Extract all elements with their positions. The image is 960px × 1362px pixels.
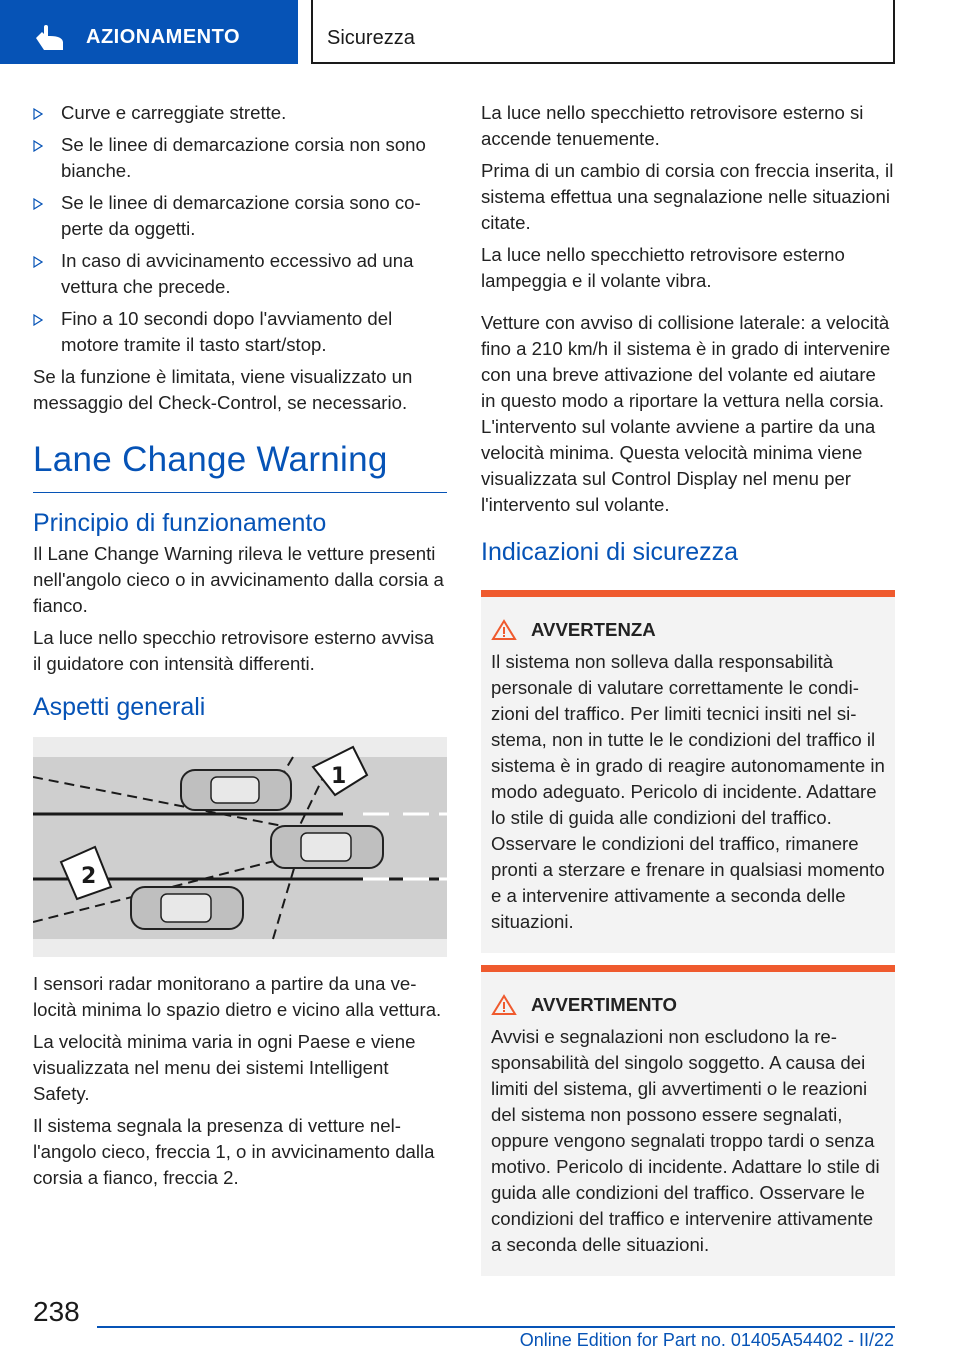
paragraph: I sensori radar monitorano a partire da una velocità minima lo spazio dietro e vicino alla vettura. [33,973,442,1020]
section-title: Sicurezza [327,27,415,49]
chapter-title: AZIONAMENTO [86,26,241,48]
warning-triangle-icon [491,619,517,641]
chapter-tab[interactable] [0,0,298,64]
warning-box [481,590,895,953]
lane-change-illustration [33,737,447,957]
right-column [481,100,895,1288]
paragraph: La velocità minima varia in ogni Paese e viene visualizzata nel menu dei sistemi Intelligent Safety. [33,1031,416,1104]
paragraph: La luce nello specchietto retrovisore esterno si accende tenuemente. [481,102,864,149]
list-item: Fino a 10 secondi dopo l'avviamento del motore tramite il tasto start/stop. [33,306,447,358]
caution-box [481,965,895,1276]
left-column [33,100,447,1197]
car-icon [271,826,383,868]
paragraph: La luce nello specchio retrovisore esterno avvisa il guidatore con intensità differenti. [33,627,435,674]
limitations-list [33,100,447,358]
paragraph: Se la funzione è limitata, viene visualizzato un messaggio del Check-Control, se necessario. [33,366,413,413]
warning-text: Il sistema non solleva dalla responsabilità personale di valutare correttamente le condizioni del traffico. Per limiti tecnici insiti nel sistema, non in tutte le le condizioni del traffico il sistema è in grado di reagire autonomamente in modo adeguato. Pericolo di incidente. Adattare lo stile di guida alle condizioni del traffico. Osservare le condizioni del traffico, rimanere pronti a sterzare e frenare in qualsiasi momento e a intervenire attivamente a seconda delle situazioni. [491,651,885,932]
warning-title: AVVERTENZA [491,617,885,643]
caution-title: AVVERTIMENTO [491,992,885,1018]
page-title: Lane Change Warning [33,438,447,493]
triangle-bullet-icon [33,108,43,120]
svg-text:2: 2 [81,864,97,889]
caution-text: Avvisi e segnalazioni non escludono la responsabilità del singolo soggetto. A causa dei limiti del sistema, gli avvertimenti o le reazioni del sistema non possono essere segnalati, oppure vengono segnalati troppo tardi o senza motivo. Pericolo di incidente. Adattare lo stile di guida alle condizioni del traffico. Osservare le condizioni del traffico e intervenire attivamente a seconda delle situazioni. [491,1026,880,1255]
paragraph: La luce nello specchietto retrovisore esterno lampeggia e il volante vibra. [481,244,845,291]
list-item: Se le linee di demarcazione corsia sono coperte da oggetti. [33,190,447,242]
list-item: Se le linee di demarcazione corsia non sono bianche. [33,132,447,184]
paragraph: Il Lane Change Warning rileva le vetture presenti nell'angolo cieco o in avvicinamento dalla corsia a fianco. [33,543,444,616]
triangle-bullet-icon [33,314,43,326]
steering-hand-icon [32,24,68,52]
subheading-general: Aspetti generali [33,693,206,721]
triangle-bullet-icon [33,256,43,268]
paragraph: Il sistema segnala la presenza di vetture nell'angolo cieco, freccia 1, o in avvicinamento dalla corsia a fianco, freccia 2. [33,1115,435,1188]
section-header [311,0,895,64]
list-item: In caso di avvicinamento eccessivo ad una vettura che precede. [33,248,447,300]
subheading-principle: Principio di funzionamento [33,509,327,537]
triangle-bullet-icon [33,140,43,152]
edition-footer: Online Edition for Part no. 01405A54402 - II/22 [519,1330,894,1350]
paragraph: Prima di un cambio di corsia con freccia inserita, il sistema effettua una segnalazione nelle situazioni citate. [481,160,894,233]
car-icon [131,887,243,929]
triangle-bullet-icon [33,198,43,210]
car-icon [181,770,291,810]
list-item: Curve e carreggiate strette. [33,100,447,126]
footer-divider [97,1326,895,1328]
warning-triangle-icon [491,994,517,1016]
subheading-safety: Indicazioni di sicurezza [481,538,739,566]
page-number: 238 [33,1296,80,1327]
svg-text:1: 1 [331,764,347,789]
paragraph: Vetture con avviso di collisione laterale: a velocità fino a 210 km/h il sistema è in grado di intervenire con una breve attivazione del volante ed aiutare in questo modo a riportare la vettura nella corsia. L'intervento sul volante avviene a partire da una velocità minima. Questa velocità minima viene visualizzata sul Control Display nel menu per l'intervento sul volante. [481,312,891,515]
